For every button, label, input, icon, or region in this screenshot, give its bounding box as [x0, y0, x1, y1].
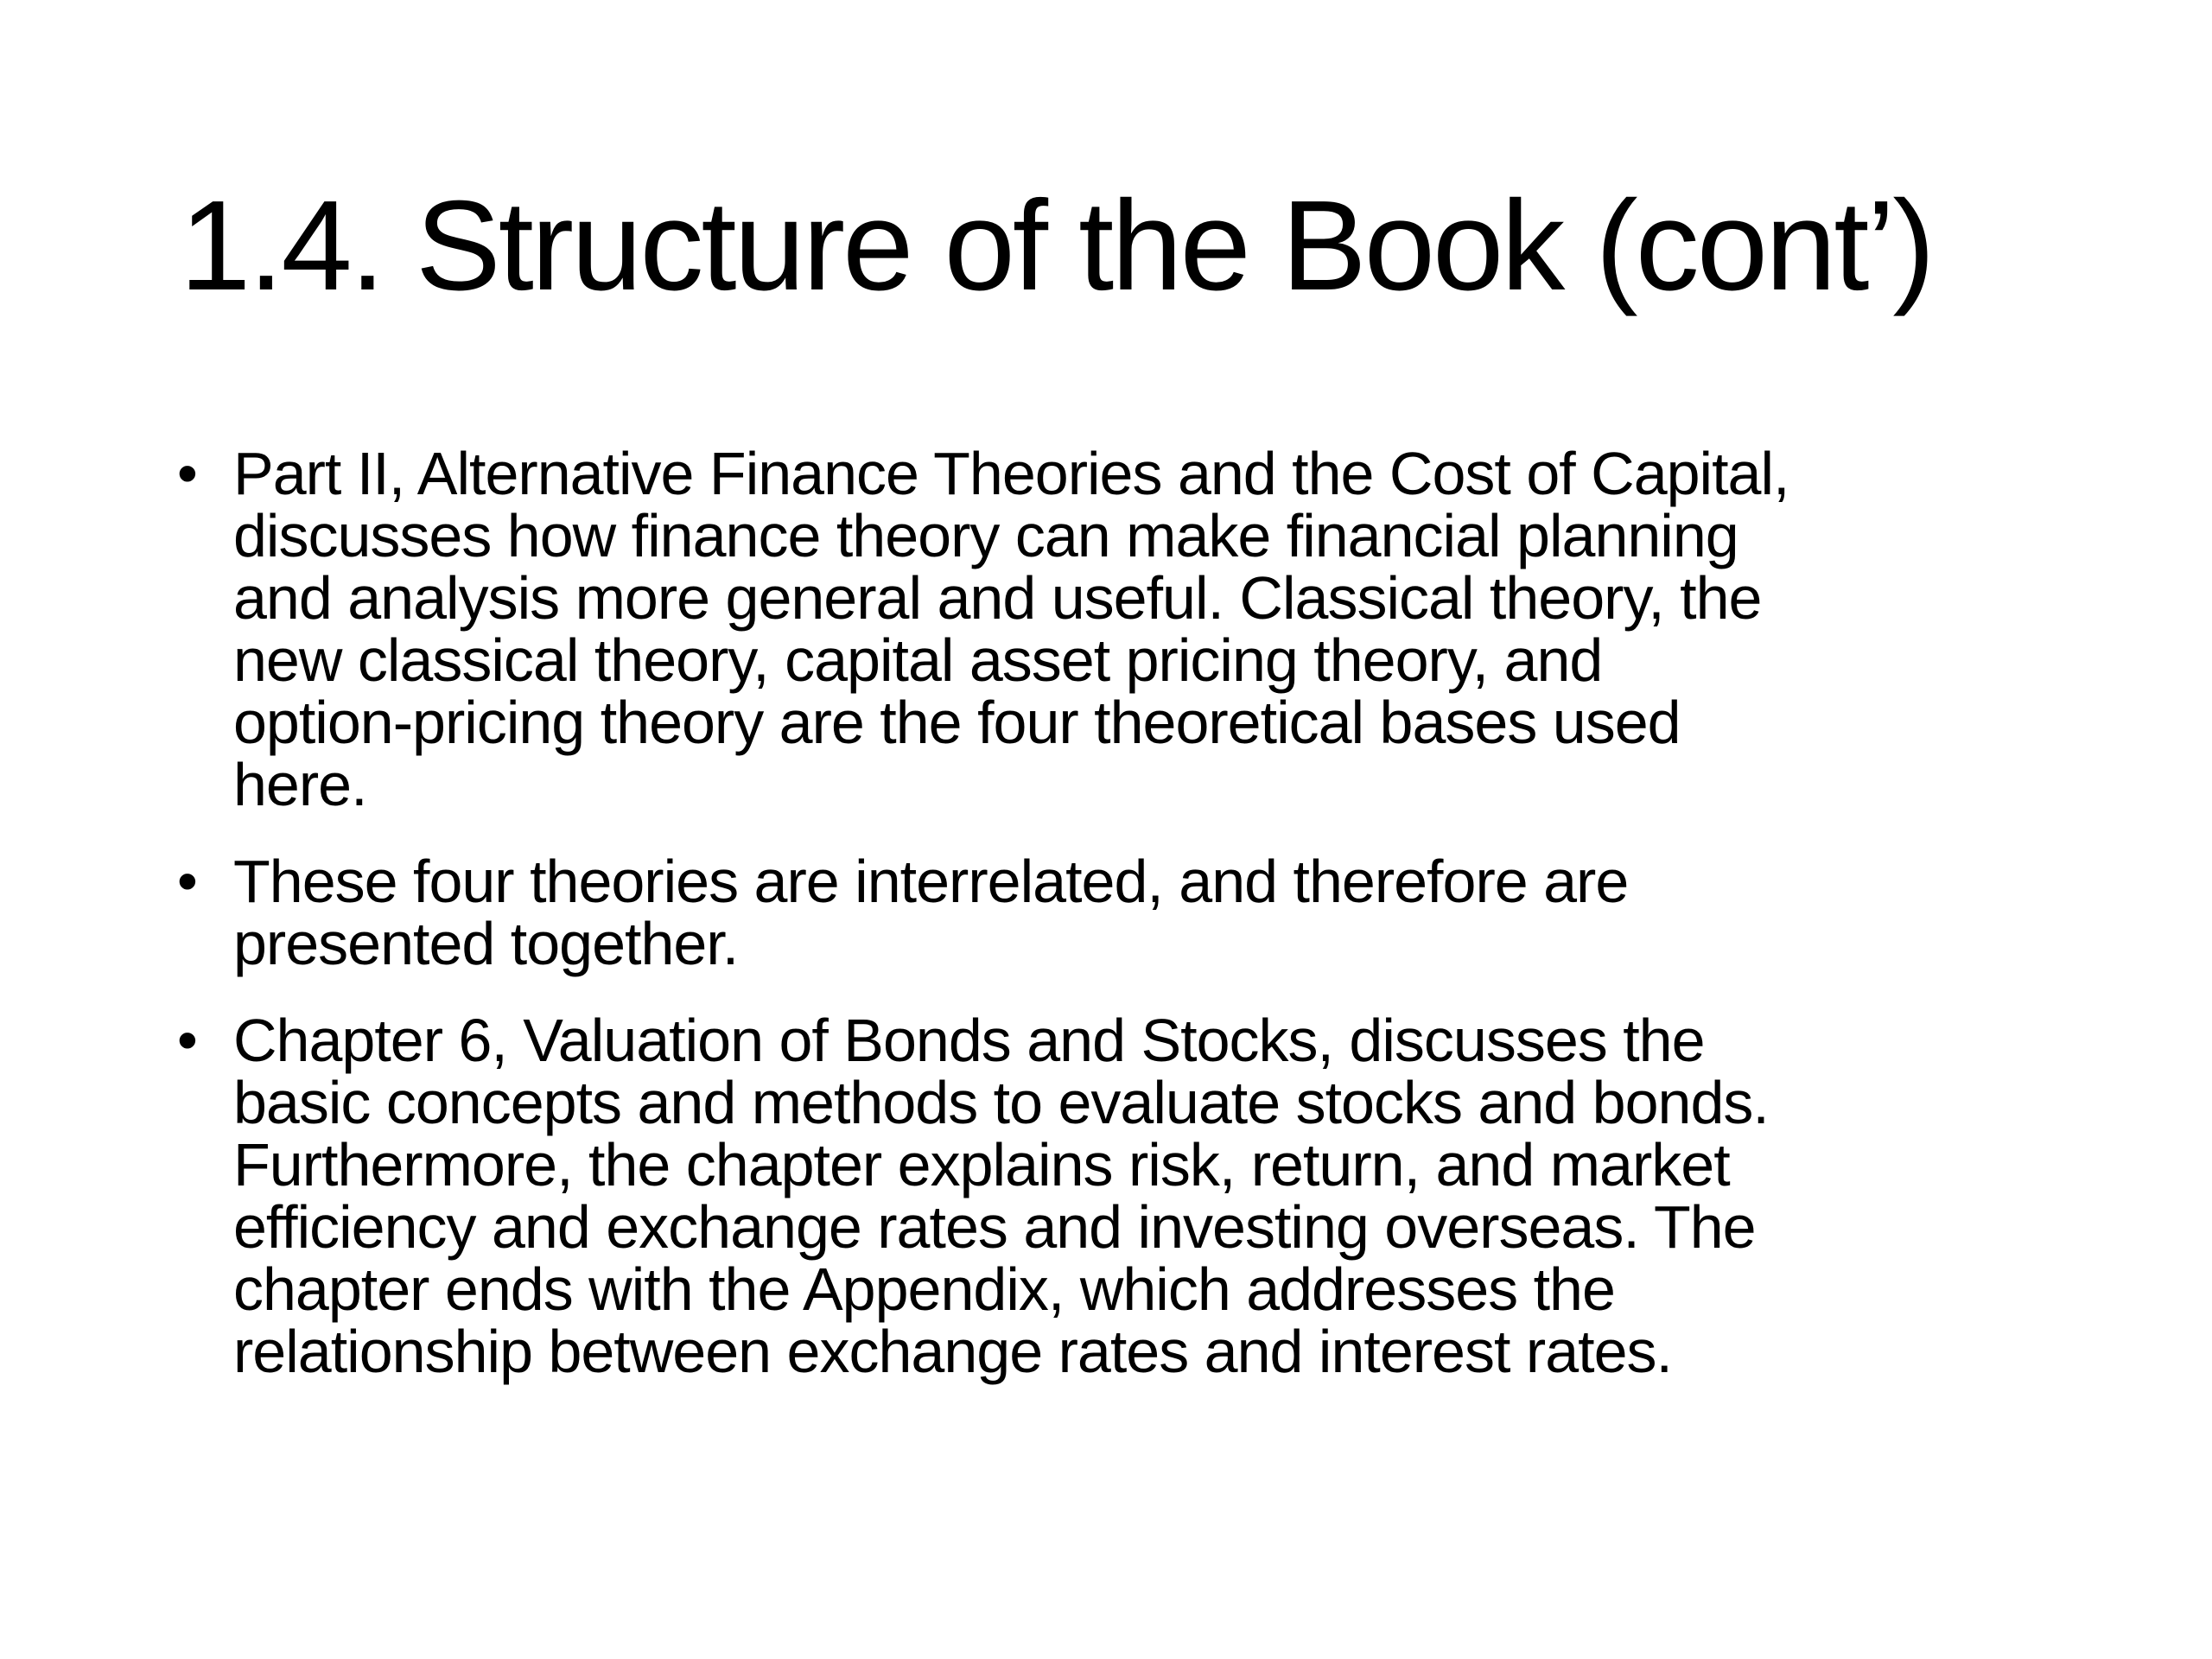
bullet-list [177, 442, 2078, 1417]
bullet-item-part-ii [177, 442, 2078, 816]
bullet-text: Part II, Alternative Finance Theories and the Cost of Capital, discusses how finance theory can make financial planning and analysis more general and useful. Classical theory, the new classical theory, capital asset pricing theory, and option-pricing theory are the four theoretical bases used here. [233, 440, 1789, 818]
bullet-dot-icon: • [177, 441, 198, 506]
bullet-dot-icon: • [177, 1007, 198, 1073]
bullet-dot-icon: • [177, 849, 198, 914]
bullet-item-chapter-6 [177, 1007, 2078, 1385]
bullet-item-four-theories [177, 850, 2078, 975]
slide-title: 1.4. Structure of the Book (cont’) [180, 175, 1933, 317]
bullet-text: These four theories are interrelated, and therefore are presented together. [233, 848, 1629, 977]
bullet-text: Chapter 6, Valuation of Bonds and Stocks, discusses the basic concepts and methods to evaluate stocks and bonds. Furthermore, the chapter explains risk, return, and market efficiency and exchange rates and investing overseas. The chapter ends with the Appendix, which addresses the relationship between exchange rates and interest rates. [233, 1007, 1769, 1385]
